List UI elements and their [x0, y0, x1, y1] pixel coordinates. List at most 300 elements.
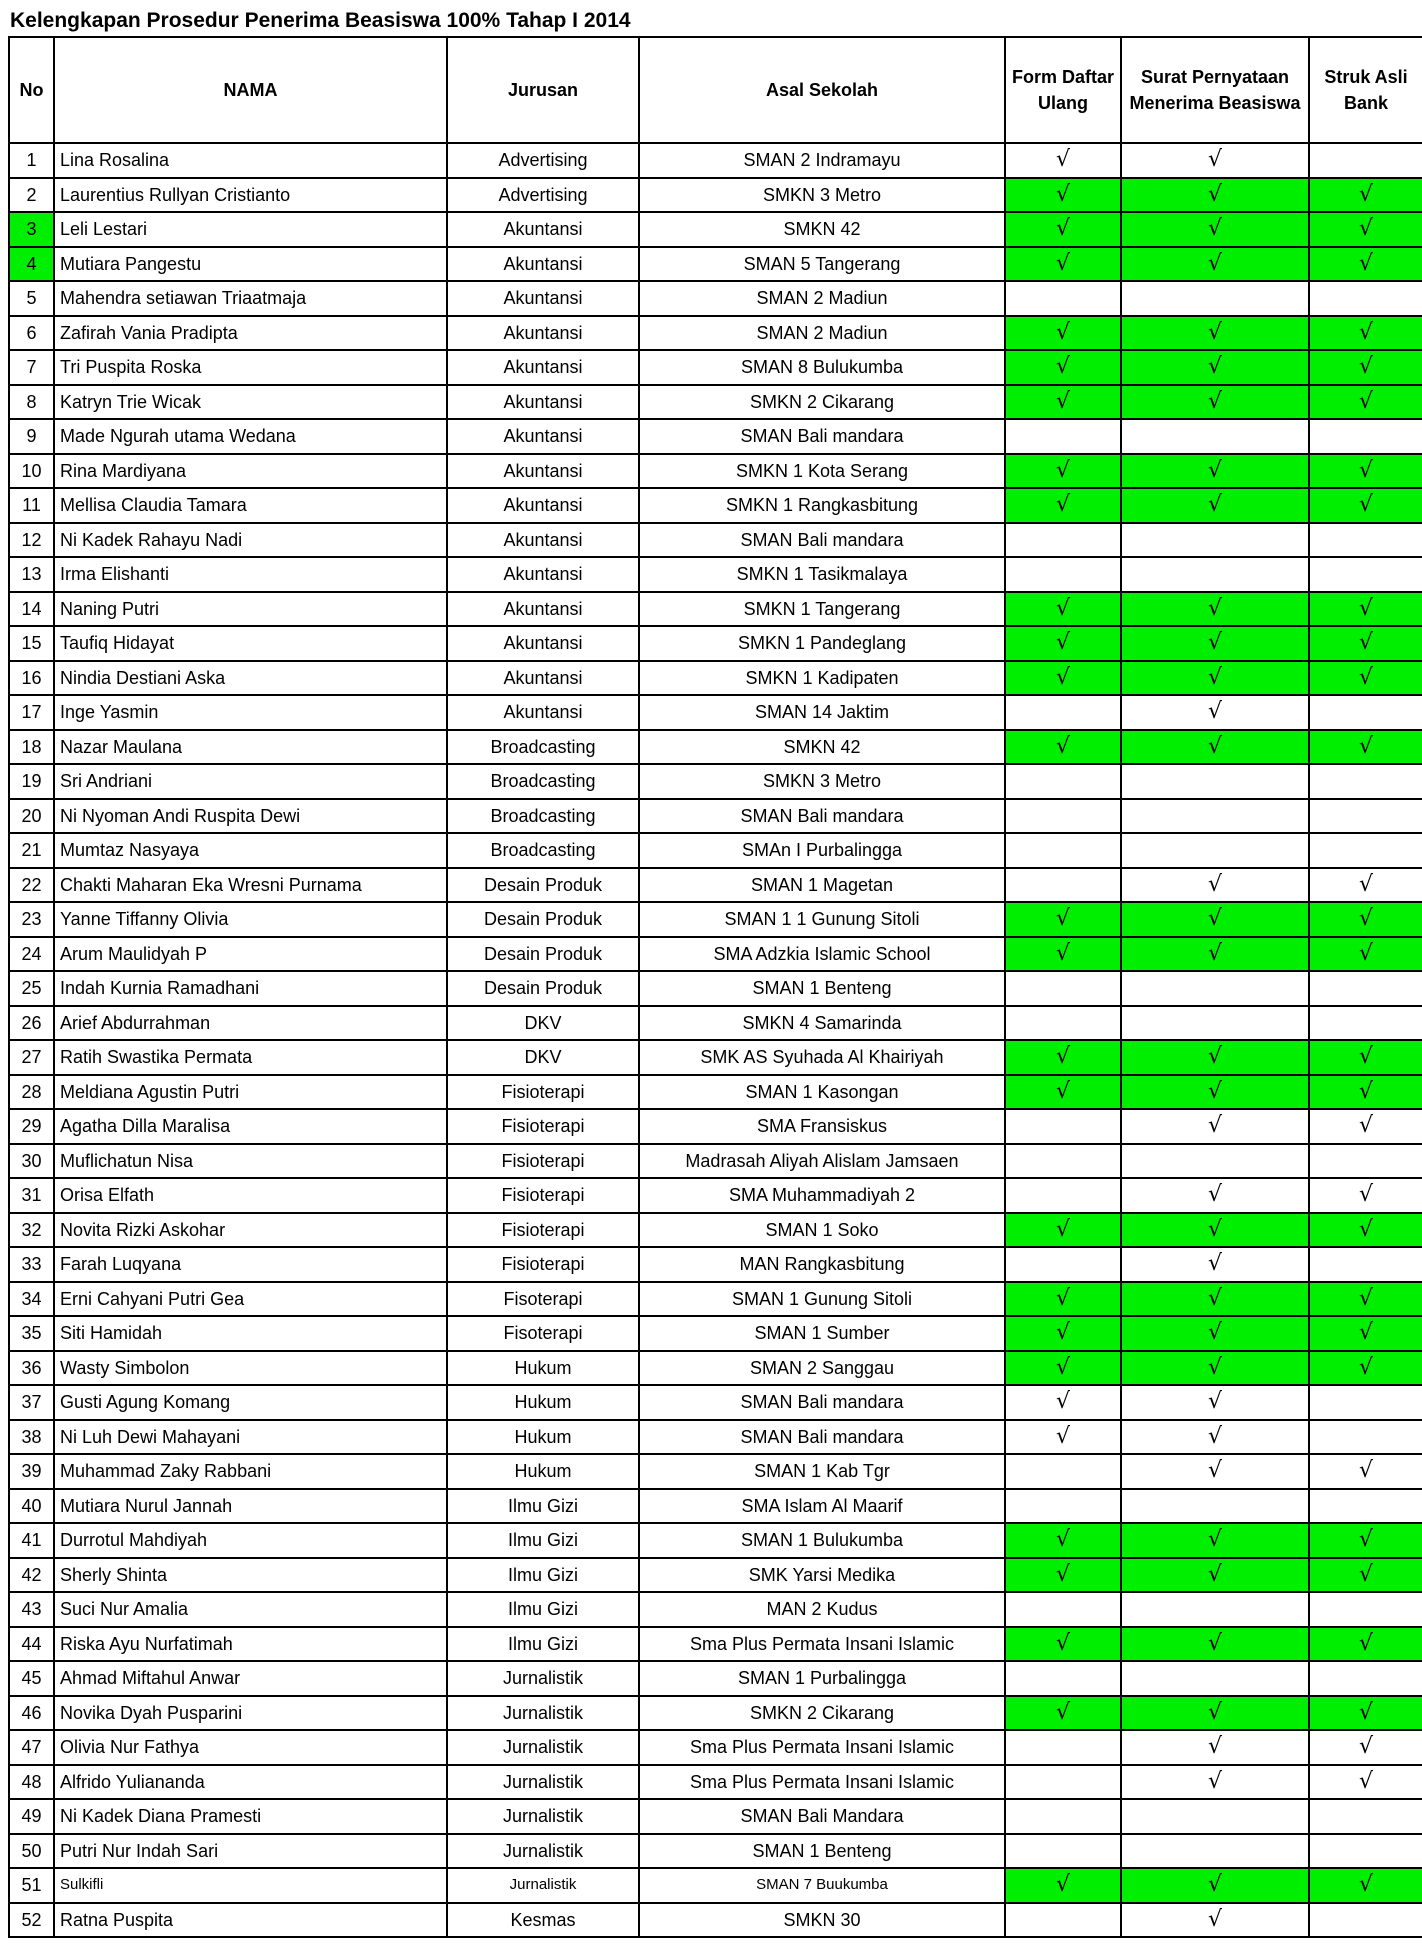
name-cell: Farah Luqyana: [54, 1247, 447, 1282]
form-check-cell: [1005, 1799, 1121, 1834]
form-check-cell: [1005, 1454, 1121, 1489]
row-number-cell: 50: [9, 1834, 54, 1869]
surat-check-cell: [1121, 1006, 1309, 1041]
form-check-cell: √: [1005, 350, 1121, 385]
surat-check-cell: √: [1121, 1385, 1309, 1420]
surat-check-cell: [1121, 281, 1309, 316]
name-cell: Mahendra setiawan Triaatmaja: [54, 281, 447, 316]
form-check-cell: √: [1005, 592, 1121, 627]
header-no: No: [9, 37, 54, 143]
table-row: [9, 385, 1422, 420]
row-number-cell: 24: [9, 937, 54, 972]
form-check-cell: [1005, 1730, 1121, 1765]
table-row: [9, 937, 1422, 972]
surat-check-cell: √: [1121, 1730, 1309, 1765]
jurusan-cell: Kesmas: [447, 1903, 639, 1938]
surat-check-cell: √: [1121, 212, 1309, 247]
school-cell: SMKN 3 Metro: [639, 764, 1005, 799]
row-number-cell: 19: [9, 764, 54, 799]
jurusan-cell: Advertising: [447, 178, 639, 213]
name-cell: Ratih Swastika Permata: [54, 1040, 447, 1075]
struk-check-cell: √: [1309, 1730, 1422, 1765]
form-check-cell: [1005, 833, 1121, 868]
name-cell: Erni Cahyani Putri Gea: [54, 1282, 447, 1317]
form-check-cell: √: [1005, 1075, 1121, 1110]
page-title: Kelengkapan Prosedur Penerima Beasiswa 100% Tahap I 2014: [10, 9, 631, 32]
struk-check-cell: √: [1309, 385, 1422, 420]
table-row: [9, 1385, 1422, 1420]
struk-check-cell: √: [1309, 1558, 1422, 1593]
jurusan-cell: Fisioterapi: [447, 1213, 639, 1248]
school-cell: SMAN 1 Gunung Sitoli: [639, 1282, 1005, 1317]
school-cell: SMAN 1 Kasongan: [639, 1075, 1005, 1110]
jurusan-cell: Ilmu Gizi: [447, 1523, 639, 1558]
struk-check-cell: √: [1309, 1765, 1422, 1800]
form-check-cell: √: [1005, 1282, 1121, 1317]
surat-check-cell: √: [1121, 661, 1309, 696]
school-cell: SMAN Bali mandara: [639, 523, 1005, 558]
name-cell: Tri Puspita Roska: [54, 350, 447, 385]
struk-check-cell: √: [1309, 1040, 1422, 1075]
form-check-cell: √: [1005, 178, 1121, 213]
name-cell: Wasty Simbolon: [54, 1351, 447, 1386]
table-row: [9, 1454, 1422, 1489]
surat-check-cell: √: [1121, 1247, 1309, 1282]
school-cell: Sma Plus Permata Insani Islamic: [639, 1730, 1005, 1765]
name-cell: Novika Dyah Pusparini: [54, 1696, 447, 1731]
form-check-cell: √: [1005, 143, 1121, 178]
jurusan-cell: Akuntansi: [447, 281, 639, 316]
school-cell: SMAN 2 Madiun: [639, 316, 1005, 351]
table-body: [9, 143, 1422, 1937]
name-cell: Ni Nyoman Andi Ruspita Dewi: [54, 799, 447, 834]
struk-check-cell: [1309, 1006, 1422, 1041]
school-cell: SMAN 1 1 Gunung Sitoli: [639, 902, 1005, 937]
row-number-cell: 42: [9, 1558, 54, 1593]
table-row: [9, 1558, 1422, 1593]
surat-check-cell: √: [1121, 385, 1309, 420]
struk-check-cell: √: [1309, 1178, 1422, 1213]
table-row: [9, 557, 1422, 592]
struk-check-cell: √: [1309, 1627, 1422, 1662]
name-cell: Ni Kadek Rahayu Nadi: [54, 523, 447, 558]
surat-check-cell: √: [1121, 730, 1309, 765]
struk-check-cell: √: [1309, 902, 1422, 937]
form-check-cell: √: [1005, 1213, 1121, 1248]
surat-check-cell: [1121, 1834, 1309, 1869]
row-number-cell: 20: [9, 799, 54, 834]
school-cell: SMAN Bali mandara: [639, 419, 1005, 454]
jurusan-cell: Broadcasting: [447, 833, 639, 868]
surat-check-cell: [1121, 1661, 1309, 1696]
form-check-cell: [1005, 557, 1121, 592]
struk-check-cell: [1309, 1834, 1422, 1869]
surat-check-cell: √: [1121, 1420, 1309, 1455]
name-cell: Indah Kurnia Ramadhani: [54, 971, 447, 1006]
row-number-cell: 10: [9, 454, 54, 489]
name-cell: Putri Nur Indah Sari: [54, 1834, 447, 1869]
jurusan-cell: Fisioterapi: [447, 1247, 639, 1282]
struk-check-cell: √: [1309, 1316, 1422, 1351]
table-row: [9, 1040, 1422, 1075]
school-cell: SMAN 2 Sanggau: [639, 1351, 1005, 1386]
row-number-cell: 16: [9, 661, 54, 696]
surat-check-cell: √: [1121, 1178, 1309, 1213]
table-row: [9, 902, 1422, 937]
struk-check-cell: √: [1309, 1282, 1422, 1317]
name-cell: Suci Nur Amalia: [54, 1592, 447, 1627]
table-row: [9, 1316, 1422, 1351]
school-cell: SMAN 1 Kab Tgr: [639, 1454, 1005, 1489]
table-row: [9, 1213, 1422, 1248]
row-number-cell: 12: [9, 523, 54, 558]
form-check-cell: √: [1005, 1420, 1121, 1455]
school-cell: Sma Plus Permata Insani Islamic: [639, 1765, 1005, 1800]
table-row: [9, 1661, 1422, 1696]
name-cell: Ratna Puspita: [54, 1903, 447, 1938]
surat-check-cell: √: [1121, 1075, 1309, 1110]
jurusan-cell: Broadcasting: [447, 799, 639, 834]
surat-check-cell: √: [1121, 1523, 1309, 1558]
surat-check-cell: √: [1121, 1868, 1309, 1903]
table-row: [9, 247, 1422, 282]
row-number-cell: 48: [9, 1765, 54, 1800]
row-number-cell: 43: [9, 1592, 54, 1627]
surat-check-cell: √: [1121, 1558, 1309, 1593]
surat-check-cell: [1121, 1144, 1309, 1179]
struk-check-cell: [1309, 281, 1422, 316]
table-row: [9, 1903, 1422, 1938]
struk-check-cell: √: [1309, 488, 1422, 523]
struk-check-cell: √: [1309, 454, 1422, 489]
school-cell: SMAN 1 Magetan: [639, 868, 1005, 903]
jurusan-cell: Akuntansi: [447, 212, 639, 247]
surat-check-cell: √: [1121, 316, 1309, 351]
struk-check-cell: [1309, 971, 1422, 1006]
school-cell: SMKN 42: [639, 212, 1005, 247]
jurusan-cell: Jurnalistik: [447, 1730, 639, 1765]
struk-check-cell: [1309, 1799, 1422, 1834]
school-cell: SMKN 1 Rangkasbitung: [639, 488, 1005, 523]
struk-check-cell: [1309, 833, 1422, 868]
form-check-cell: √: [1005, 937, 1121, 972]
table-row: [9, 661, 1422, 696]
name-cell: Laurentius Rullyan Cristianto: [54, 178, 447, 213]
form-check-cell: √: [1005, 1558, 1121, 1593]
school-cell: SMAN 5 Tangerang: [639, 247, 1005, 282]
row-number-cell: 41: [9, 1523, 54, 1558]
row-number-cell: 25: [9, 971, 54, 1006]
form-check-cell: √: [1005, 730, 1121, 765]
name-cell: Ni Luh Dewi Mahayani: [54, 1420, 447, 1455]
jurusan-cell: Akuntansi: [447, 316, 639, 351]
struk-check-cell: [1309, 1903, 1422, 1938]
name-cell: Arum Maulidyah P: [54, 937, 447, 972]
row-number-cell: 45: [9, 1661, 54, 1696]
surat-check-cell: √: [1121, 626, 1309, 661]
row-number-cell: 18: [9, 730, 54, 765]
surat-check-cell: √: [1121, 1351, 1309, 1386]
name-cell: Mellisa Claudia Tamara: [54, 488, 447, 523]
row-number-cell: 44: [9, 1627, 54, 1662]
jurusan-cell: Desain Produk: [447, 902, 639, 937]
school-cell: SMKN 30: [639, 1903, 1005, 1938]
table-row: [9, 971, 1422, 1006]
header-surat-pernyataan: Surat Pernyataan Menerima Beasiswa: [1121, 37, 1309, 143]
struk-check-cell: √: [1309, 316, 1422, 351]
jurusan-cell: Akuntansi: [447, 557, 639, 592]
surat-check-cell: √: [1121, 1213, 1309, 1248]
form-check-cell: √: [1005, 212, 1121, 247]
struk-check-cell: √: [1309, 592, 1422, 627]
struk-check-cell: √: [1309, 868, 1422, 903]
jurusan-cell: Akuntansi: [447, 523, 639, 558]
row-number-cell: 36: [9, 1351, 54, 1386]
row-number-cell: 28: [9, 1075, 54, 1110]
name-cell: Chakti Maharan Eka Wresni Purnama: [54, 868, 447, 903]
header-row: [9, 37, 1422, 143]
school-cell: SMKN 1 Tasikmalaya: [639, 557, 1005, 592]
name-cell: Ahmad Miftahul Anwar: [54, 1661, 447, 1696]
row-number-cell: 51: [9, 1868, 54, 1903]
table-row: [9, 419, 1422, 454]
table-row: [9, 1075, 1422, 1110]
struk-check-cell: [1309, 1592, 1422, 1627]
school-cell: SMAN 1 Benteng: [639, 971, 1005, 1006]
surat-check-cell: [1121, 1592, 1309, 1627]
row-number-cell: 32: [9, 1213, 54, 1248]
name-cell: Orisa Elfath: [54, 1178, 447, 1213]
surat-check-cell: [1121, 799, 1309, 834]
jurusan-cell: Akuntansi: [447, 419, 639, 454]
surat-check-cell: √: [1121, 454, 1309, 489]
struk-check-cell: √: [1309, 1523, 1422, 1558]
struk-check-cell: √: [1309, 661, 1422, 696]
jurusan-cell: Ilmu Gizi: [447, 1627, 639, 1662]
jurusan-cell: Desain Produk: [447, 937, 639, 972]
school-cell: SMAN 1 Sumber: [639, 1316, 1005, 1351]
row-number-cell: 7: [9, 350, 54, 385]
header-struk-asli-bank: Struk Asli Bank: [1309, 37, 1422, 143]
row-number-cell: 35: [9, 1316, 54, 1351]
form-check-cell: √: [1005, 1523, 1121, 1558]
name-cell: Nindia Destiani Aska: [54, 661, 447, 696]
school-cell: SMKN 3 Metro: [639, 178, 1005, 213]
form-check-cell: √: [1005, 1696, 1121, 1731]
struk-check-cell: [1309, 695, 1422, 730]
table-row: [9, 1799, 1422, 1834]
name-cell: Muhammad Zaky Rabbani: [54, 1454, 447, 1489]
surat-check-cell: √: [1121, 350, 1309, 385]
row-number-cell: 6: [9, 316, 54, 351]
table-row: [9, 1627, 1422, 1662]
form-check-cell: [1005, 281, 1121, 316]
name-cell: Katryn Trie Wicak: [54, 385, 447, 420]
form-check-cell: √: [1005, 247, 1121, 282]
form-check-cell: [1005, 1903, 1121, 1938]
name-cell: Nazar Maulana: [54, 730, 447, 765]
school-cell: SMKN 1 Tangerang: [639, 592, 1005, 627]
surat-check-cell: [1121, 1799, 1309, 1834]
name-cell: Made Ngurah utama Wedana: [54, 419, 447, 454]
struk-check-cell: √: [1309, 1213, 1422, 1248]
surat-check-cell: √: [1121, 868, 1309, 903]
jurusan-cell: Fisoterapi: [447, 1282, 639, 1317]
row-number-cell: 38: [9, 1420, 54, 1455]
name-cell: Mutiara Nurul Jannah: [54, 1489, 447, 1524]
form-check-cell: [1005, 1109, 1121, 1144]
jurusan-cell: Akuntansi: [447, 592, 639, 627]
form-check-cell: [1005, 1006, 1121, 1041]
table-row: [9, 1834, 1422, 1869]
struk-check-cell: √: [1309, 1075, 1422, 1110]
school-cell: SMK AS Syuhada Al Khairiyah: [639, 1040, 1005, 1075]
row-number-cell: 40: [9, 1489, 54, 1524]
jurusan-cell: Akuntansi: [447, 488, 639, 523]
struk-check-cell: [1309, 557, 1422, 592]
form-check-cell: [1005, 1178, 1121, 1213]
jurusan-cell: DKV: [447, 1006, 639, 1041]
surat-check-cell: √: [1121, 488, 1309, 523]
surat-check-cell: √: [1121, 1627, 1309, 1662]
table-row: [9, 316, 1422, 351]
surat-check-cell: √: [1121, 1282, 1309, 1317]
form-check-cell: √: [1005, 1385, 1121, 1420]
struk-check-cell: √: [1309, 1454, 1422, 1489]
school-cell: MAN 2 Kudus: [639, 1592, 1005, 1627]
school-cell: SMA Islam Al Maarif: [639, 1489, 1005, 1524]
surat-check-cell: √: [1121, 1903, 1309, 1938]
form-check-cell: √: [1005, 1627, 1121, 1662]
form-check-cell: [1005, 1834, 1121, 1869]
school-cell: SMAN 2 Indramayu: [639, 143, 1005, 178]
school-cell: SMAN 1 Bulukumba: [639, 1523, 1005, 1558]
jurusan-cell: Jurnalistik: [447, 1661, 639, 1696]
name-cell: Ni Kadek Diana Pramesti: [54, 1799, 447, 1834]
name-cell: Naning Putri: [54, 592, 447, 627]
jurusan-cell: Akuntansi: [447, 661, 639, 696]
school-cell: SMA Adzkia Islamic School: [639, 937, 1005, 972]
surat-check-cell: [1121, 833, 1309, 868]
struk-check-cell: √: [1309, 178, 1422, 213]
name-cell: Sherly Shinta: [54, 1558, 447, 1593]
jurusan-cell: Desain Produk: [447, 971, 639, 1006]
jurusan-cell: Fisioterapi: [447, 1109, 639, 1144]
name-cell: Sri Andriani: [54, 764, 447, 799]
struk-check-cell: [1309, 1420, 1422, 1455]
name-cell: Meldiana Agustin Putri: [54, 1075, 447, 1110]
school-cell: Sma Plus Permata Insani Islamic: [639, 1627, 1005, 1662]
school-cell: SMK Yarsi Medika: [639, 1558, 1005, 1593]
jurusan-cell: Jurnalistik: [447, 1765, 639, 1800]
jurusan-cell: Ilmu Gizi: [447, 1489, 639, 1524]
surat-check-cell: [1121, 764, 1309, 799]
struk-check-cell: [1309, 1661, 1422, 1696]
table-row: [9, 281, 1422, 316]
jurusan-cell: DKV: [447, 1040, 639, 1075]
school-cell: SMAN 1 Soko: [639, 1213, 1005, 1248]
form-check-cell: √: [1005, 385, 1121, 420]
name-cell: Muflichatun Nisa: [54, 1144, 447, 1179]
surat-check-cell: √: [1121, 1316, 1309, 1351]
school-cell: SMAN 1 Purbalingga: [639, 1661, 1005, 1696]
jurusan-cell: Broadcasting: [447, 730, 639, 765]
surat-check-cell: √: [1121, 1109, 1309, 1144]
surat-check-cell: √: [1121, 1765, 1309, 1800]
name-cell: Agatha Dilla Maralisa: [54, 1109, 447, 1144]
table-row: [9, 523, 1422, 558]
row-number-cell: 14: [9, 592, 54, 627]
table-row: [9, 1489, 1422, 1524]
struk-check-cell: [1309, 419, 1422, 454]
school-cell: SMAN 2 Madiun: [639, 281, 1005, 316]
table-row: [9, 626, 1422, 661]
jurusan-cell: Fisioterapi: [447, 1178, 639, 1213]
table-row: [9, 1351, 1422, 1386]
table-row: [9, 1144, 1422, 1179]
table-row: [9, 764, 1422, 799]
school-cell: SMKN 1 Kadipaten: [639, 661, 1005, 696]
jurusan-cell: Akuntansi: [447, 454, 639, 489]
table-row: [9, 1696, 1422, 1731]
school-cell: SMAN 8 Bulukumba: [639, 350, 1005, 385]
form-check-cell: √: [1005, 316, 1121, 351]
name-cell: Sulkifli: [54, 1868, 447, 1903]
row-number-cell: 11: [9, 488, 54, 523]
row-number-cell: 4: [9, 247, 54, 282]
school-cell: SMKN 1 Kota Serang: [639, 454, 1005, 489]
table-row: [9, 454, 1422, 489]
row-number-cell: 5: [9, 281, 54, 316]
school-cell: SMAN Bali Mandara: [639, 1799, 1005, 1834]
school-cell: SMAn I Purbalingga: [639, 833, 1005, 868]
scholarship-table: [8, 36, 1422, 1938]
struk-check-cell: [1309, 1385, 1422, 1420]
table-row: [9, 799, 1422, 834]
school-cell: SMKN 42: [639, 730, 1005, 765]
header-form-daftar-ulang: Form Daftar Ulang: [1005, 37, 1121, 143]
form-check-cell: √: [1005, 1351, 1121, 1386]
jurusan-cell: Hukum: [447, 1351, 639, 1386]
jurusan-cell: Jurnalistik: [447, 1799, 639, 1834]
form-check-cell: [1005, 419, 1121, 454]
struk-check-cell: √: [1309, 1696, 1422, 1731]
name-cell: Olivia Nur Fathya: [54, 1730, 447, 1765]
school-cell: Madrasah Aliyah Alislam Jamsaen: [639, 1144, 1005, 1179]
table-row: [9, 833, 1422, 868]
row-number-cell: 46: [9, 1696, 54, 1731]
row-number-cell: 15: [9, 626, 54, 661]
row-number-cell: 37: [9, 1385, 54, 1420]
form-check-cell: √: [1005, 1040, 1121, 1075]
school-cell: SMKN 2 Cikarang: [639, 385, 1005, 420]
name-cell: Mumtaz Nasyaya: [54, 833, 447, 868]
school-cell: SMKN 2 Cikarang: [639, 1696, 1005, 1731]
name-cell: Inge Yasmin: [54, 695, 447, 730]
table-row: [9, 1523, 1422, 1558]
jurusan-cell: Akuntansi: [447, 247, 639, 282]
row-number-cell: 27: [9, 1040, 54, 1075]
jurusan-cell: Advertising: [447, 143, 639, 178]
jurusan-cell: Hukum: [447, 1420, 639, 1455]
row-number-cell: 34: [9, 1282, 54, 1317]
row-number-cell: 13: [9, 557, 54, 592]
form-check-cell: [1005, 1489, 1121, 1524]
surat-check-cell: √: [1121, 902, 1309, 937]
table-row: [9, 143, 1422, 178]
name-cell: Yanne Tiffanny Olivia: [54, 902, 447, 937]
school-cell: SMA Muhammadiyah 2: [639, 1178, 1005, 1213]
